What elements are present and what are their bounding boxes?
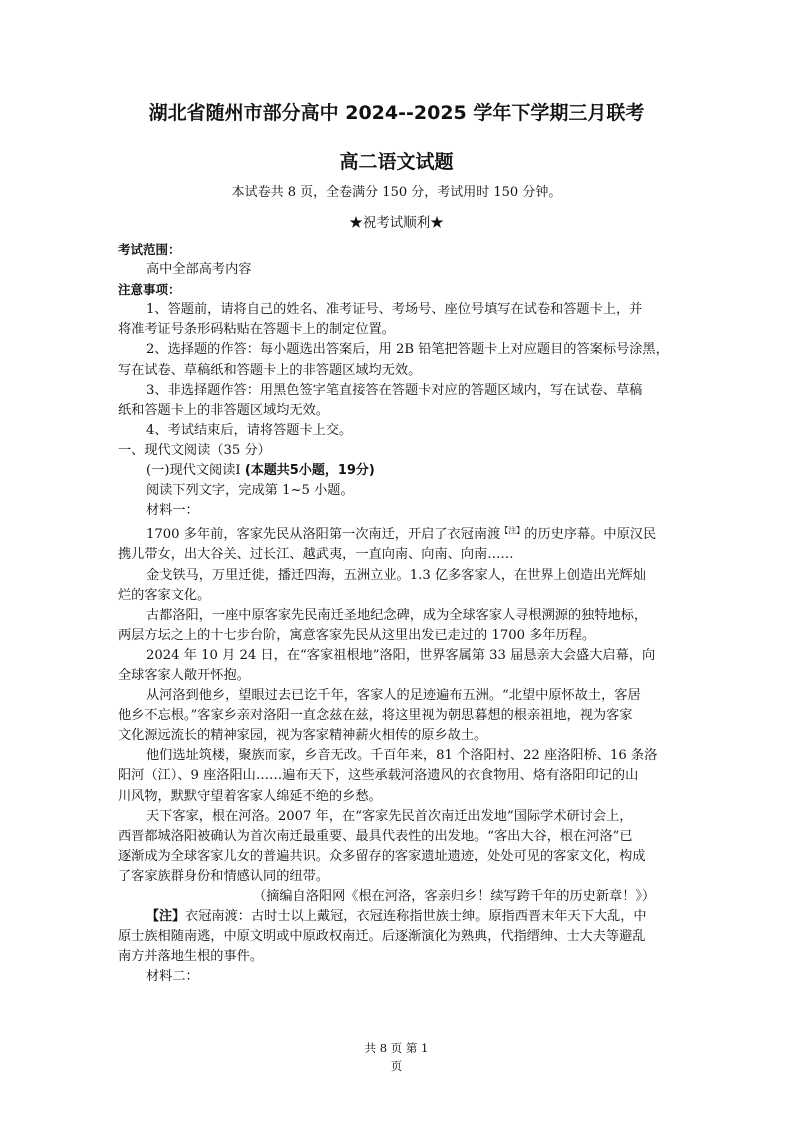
paragraph-line: 携儿带女，出大谷关、过长江、越武夷，一直向南、向南、向南…… [118,547,514,563]
paragraph-line: 他们选址筑楼，聚族而家，乡音无改。千百年来，81 个洛阳村、22 座洛阳桥、16 条洛 [146,748,658,764]
sub-heading [118,461,678,481]
exam-info: 本试卷共 8 页，全卷满分 150 分，考试用时 150 分钟。 [231,185,562,200]
paragraph-line: 川风物，默默守望着客家人绵延不绝的乡愁。 [118,788,382,804]
paragraph-line: 了客家族群身份和情感认同的纽带。 [118,868,329,884]
footnote-marker: 【注】 [500,526,525,536]
note-line: 南方并落地生根的事件。 [118,949,264,965]
material1-label: 材料一： [146,503,199,519]
p1-b: 的历史序幕。中原汉民 [524,527,657,543]
paragraph-line: 天下客家，根在河洛。2007 年，在“客家先民首次南迁出发地”国际学术研讨会上， [146,808,633,824]
exam-subtitle: 高二语文试题 [339,151,454,173]
notes-line: 写在试卷、草稿纸和答题卡上的非答题区域均无效。 [118,362,422,378]
sub-heading-a: (一)现代文阅读Ⅰ [146,463,241,479]
paragraph-line: 西晋都城洛阳被确认为首次南迁最重要、最具代表性的出发地。“客出大谷，根在河洛”已 [118,828,633,844]
paragraph-line: 他乡不忘根。”客家乡亲对洛阳一直念兹在兹，将这里视为朝思暮想的根亲祖地，视为客家 [118,708,633,724]
note-line [118,907,678,927]
material2-label: 材料二： [146,969,199,985]
paragraph-line: 金戈铁马，万里迁徙，播迁四海，五洲立业。1.3 亿多客家人，在世界上创造出光辉灿 [146,567,646,583]
exam-body [118,240,678,987]
sub-heading-b: (本题共5小题，19分) [244,463,375,479]
note-line: 原士族相随南逃，中原文明或中原政权南迁。后逐渐演化为熟典，代指缙绅、士大夫等避乱 [118,929,646,945]
page-footer-2: 页 [390,1059,403,1073]
note-a: 衣冠南渡：古时士以上戴冠，衣冠连称指世族士绅。原指西晋末年天下大乱，中 [185,909,647,925]
scope-label: 考试范围： [118,242,181,257]
paragraph-line: 阳河（江）、9 座洛阳山……遍布天下，这些承载河洛遗风的衣食物用、烙有洛阳印记的山 [118,768,639,784]
notes-line: 4、考试结束后，请将答题卡上交。 [146,422,353,438]
paragraph-line [118,521,678,545]
paragraph-line: 文化源远流长的精神家园，视为客家精神薪火相传的原乡故土。 [118,728,488,744]
instruction: 阅读下列文字，完成第 1~5 小题。 [146,483,354,499]
p1-a: 1700 多年前，客家先民从洛阳第一次南迁，开启了衣冠南渡 [146,527,501,543]
notes-label: 注意事项： [118,282,181,298]
paragraph-line: 从河洛到他乡，望眼过去已讫千年，客家人的足迹遍布五洲。“北望中原怀故土，客居 [146,688,641,704]
notes-line: 3、非选择题作答：用黑色签字笔直接答在答题卡对应的答题区域内，写在试卷、草稿 [146,382,643,398]
source-citation: （摘编自洛阳网《根在河洛，客亲归乡！续写跨千年的历史新章！》） [253,889,656,904]
paragraph-line: 全球客家人敞开怀抱。 [118,667,250,683]
paragraph-line: 两层方坛之上的十七步台阶，寓意客家先民从这里出发已走过的 1700 多年历程。 [118,627,596,643]
section-heading: 一、现代文阅读（35 分） [118,442,271,458]
notes-line: 纸和答题卡上的非答题区域均无效。 [118,402,329,418]
paragraph-line: 2024 年 10 月 24 日，在“客家祖根地”洛阳，世界客属第 33 届恳亲大会盛大启幕，向 [146,647,656,663]
note-label: 【注】 [146,909,186,925]
paragraph-line: 烂的客家文化。 [118,587,211,603]
notes-line: 将准考证号条形码粘贴在答题卡上的制定位置。 [118,322,395,338]
page-footer: 共 8 页 第 1 [364,1041,429,1055]
exam-title: 湖北省随州市部分高中 2024--2025 学年下学期三月联考 [148,102,645,124]
notes-line: 2、选择题的作答：每小题选出答案后，用 2B 铅笔把答题卡上对应题目的答案标号涂黑， [146,342,669,358]
notes-line: 1、答题前，请将自己的姓名、准考证号、考场号、座位号填写在试卷和答题卡上，并 [146,302,643,318]
paragraph-line: 古都洛阳，一座中原客家先民南迁圣地纪念碑，成为全球客家人寻根溯源的独特地标， [146,607,648,623]
scope-content: 高中全部高考内容 [146,262,252,278]
exam-wish: ★祝考试顺利★ [349,215,444,231]
paragraph-line: 逐渐成为全球客家儿女的普遍共识。众多留存的客家遗址遗迹，处处可见的客家文化，构成 [118,848,646,864]
